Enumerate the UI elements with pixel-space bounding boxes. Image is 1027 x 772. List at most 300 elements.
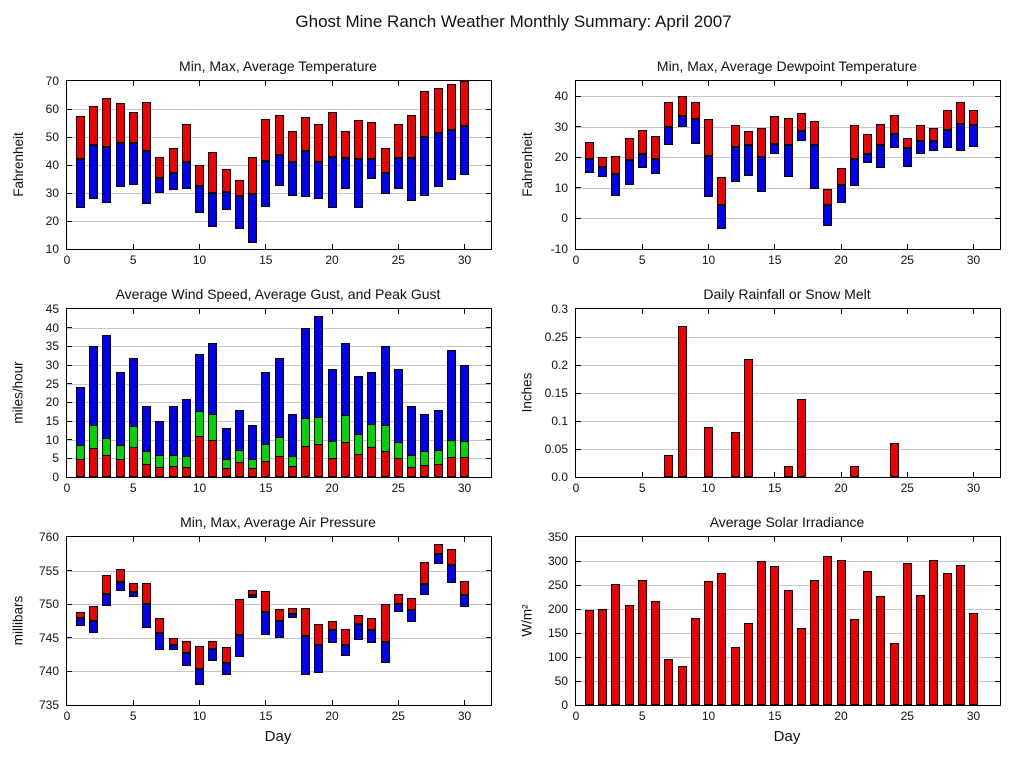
max-avg-bar-segment [757, 128, 766, 157]
y-tick-mark [576, 681, 581, 682]
value-bar [823, 556, 832, 705]
max-avg-bar-segment [275, 115, 284, 156]
max-avg-bar-segment [969, 110, 978, 125]
avg-min-bar-segment [394, 604, 403, 611]
value-bar [651, 601, 660, 705]
plot-area [550, 80, 1001, 267]
average-wind-speed-bar [275, 456, 284, 477]
max-avg-bar-segment [367, 618, 376, 629]
avg-min-bar-segment [810, 145, 819, 189]
value-bar [704, 581, 713, 705]
y-tick-mark [486, 604, 491, 605]
x-tick-label: 20 [325, 709, 339, 723]
avg-min-bar-segment [288, 614, 297, 618]
x-tick-label: 30 [966, 709, 981, 723]
value-bar [797, 628, 806, 705]
average-wind-speed-bar [155, 467, 164, 477]
value-bar [797, 399, 806, 477]
x-tick-mark [841, 244, 842, 249]
avg-min-bar-segment [394, 158, 403, 189]
max-avg-bar-segment [195, 165, 204, 186]
value-bar [598, 609, 607, 705]
max-avg-bar-segment [155, 157, 164, 178]
max-avg-bar-segment [275, 609, 284, 621]
max-avg-bar-segment [142, 583, 151, 605]
x-tick-mark [199, 700, 200, 705]
avg-min-bar-segment [823, 205, 832, 226]
max-avg-bar-segment [678, 96, 687, 116]
max-avg-bar-segment [367, 122, 376, 160]
gridline [67, 221, 491, 222]
y-tick-mark [486, 365, 491, 366]
y-tick-mark [995, 157, 1000, 158]
chart-title: Min, Max, Average Dewpoint Temperature [656, 58, 918, 74]
x-tick-label: 0 [63, 481, 71, 495]
y-tick-mark [576, 157, 581, 158]
y-tick-mark [67, 327, 72, 328]
max-avg-bar-segment [235, 180, 244, 195]
average-wind-speed-bar [314, 444, 323, 477]
max-avg-bar-segment [354, 615, 363, 624]
avg-min-bar-segment [744, 145, 753, 176]
x-tick-mark [907, 309, 908, 314]
average-wind-speed-bar [261, 461, 270, 477]
average-wind-speed-bar [182, 467, 191, 477]
x-tick-mark [708, 309, 709, 314]
x-tick-mark [973, 309, 974, 314]
max-avg-bar-segment [301, 117, 310, 151]
average-wind-speed-bar [116, 459, 125, 477]
x-tick-mark [774, 81, 775, 86]
y-tick-mark [486, 193, 491, 194]
x-tick-label: 20 [834, 709, 848, 723]
y-tick-mark [995, 126, 1000, 127]
value-bar [876, 596, 885, 705]
x-tick-label: 15 [768, 253, 782, 267]
y-tick-label: 25 [45, 376, 59, 391]
max-avg-bar-segment [182, 641, 191, 652]
avg-min-bar-segment [407, 610, 416, 621]
avg-min-bar-segment [929, 141, 938, 152]
avg-min-bar-segment [248, 194, 257, 243]
max-avg-bar-segment [460, 81, 469, 126]
x-tick-mark [398, 309, 399, 314]
y-tick-label: 0 [561, 698, 568, 712]
x-tick-label: 10 [701, 481, 716, 495]
x-tick-label: 20 [834, 253, 848, 267]
average-wind-speed-bar [195, 436, 204, 477]
x-tick-label: 30 [457, 709, 472, 723]
max-avg-bar-segment [956, 102, 965, 123]
max-avg-bar-segment [691, 102, 700, 119]
plot-area [45, 302, 492, 495]
y-axis-label: Fahrenheit [519, 131, 535, 197]
value-bar [744, 359, 753, 477]
y-tick-mark [995, 187, 1000, 188]
y-tick-mark [995, 393, 1000, 394]
avg-min-bar-segment [354, 159, 363, 208]
x-tick-mark [973, 244, 974, 249]
y-axis-label: Inches [519, 372, 535, 412]
avg-min-bar-segment [784, 145, 793, 177]
avg-min-bar-segment [142, 604, 151, 628]
x-tick-mark [774, 537, 775, 542]
avg-min-bar-segment [447, 130, 456, 180]
max-avg-bar-segment [222, 169, 231, 191]
x-tick-mark [464, 537, 465, 542]
x-tick-label: 5 [129, 709, 137, 723]
max-avg-bar-segment [208, 641, 217, 649]
max-avg-bar-segment [420, 91, 429, 137]
x-tick-label: 10 [192, 253, 207, 267]
y-tick-label: 100 [547, 650, 568, 664]
gridline [67, 671, 491, 672]
x-tick-mark [199, 309, 200, 314]
average-wind-speed-bar [208, 440, 217, 477]
y-axis-label: millibars [10, 595, 26, 645]
value-bar [810, 580, 819, 705]
avg-min-bar-segment [102, 594, 111, 605]
avg-min-bar-segment [195, 669, 204, 685]
y-tick-label: 60 [45, 102, 59, 116]
max-avg-bar-segment [129, 112, 138, 143]
value-bar [770, 566, 779, 705]
y-tick-mark [67, 421, 72, 422]
avg-min-bar-segment [76, 159, 85, 208]
x-tick-mark [464, 244, 465, 249]
value-bar [638, 580, 647, 705]
max-avg-bar-segment [102, 98, 111, 147]
y-tick-mark [576, 585, 581, 586]
max-avg-bar-segment [407, 598, 416, 610]
y-tick-label: 350 [547, 530, 568, 544]
max-avg-bar-segment [447, 84, 456, 130]
y-tick-mark [67, 458, 72, 459]
y-tick-label: 0.15 [544, 386, 568, 400]
x-tick-mark [708, 244, 709, 249]
average-wind-speed-bar [420, 465, 429, 477]
x-tick-label: 5 [129, 481, 137, 495]
avg-min-bar-segment [903, 148, 912, 166]
max-avg-bar-segment [341, 131, 350, 158]
avg-min-bar-segment [129, 592, 138, 597]
y-tick-mark [486, 402, 491, 403]
x-tick-label: 15 [259, 481, 273, 495]
gridline [576, 218, 1000, 219]
x-tick-mark [398, 537, 399, 542]
max-avg-bar-segment [314, 624, 323, 644]
value-bar [585, 610, 594, 705]
y-tick-mark [576, 421, 581, 422]
y-tick-mark [576, 337, 581, 338]
max-avg-bar-segment [301, 608, 310, 637]
gridline [67, 328, 491, 329]
y-tick-label: 0.3 [551, 302, 568, 316]
max-avg-bar-segment [394, 594, 403, 604]
max-avg-bar-segment [823, 189, 832, 204]
value-bar [664, 659, 673, 705]
y-tick-label: 740 [38, 664, 59, 679]
x-tick-label: 25 [391, 481, 405, 495]
avg-min-bar-segment [367, 159, 376, 179]
avg-min-bar-segment [598, 167, 607, 178]
y-tick-mark [67, 637, 72, 638]
y-tick-mark [995, 337, 1000, 338]
value-bar [943, 573, 952, 705]
avg-min-bar-segment [235, 196, 244, 230]
y-tick-mark [67, 402, 72, 403]
max-avg-bar-segment [916, 125, 925, 140]
rainfall-chart [513, 282, 1022, 510]
y-tick-mark [995, 96, 1000, 97]
value-bar [837, 560, 846, 705]
max-avg-bar-segment [731, 125, 740, 146]
avg-min-bar-segment [969, 125, 978, 146]
x-axis-label: Day [264, 728, 292, 745]
avg-min-bar-segment [129, 143, 138, 185]
avg-min-bar-segment [717, 205, 726, 229]
avg-min-bar-segment [195, 186, 204, 213]
y-tick-label: 20 [45, 214, 59, 228]
avg-min-bar-segment [116, 143, 125, 188]
x-tick-label: 15 [259, 709, 273, 723]
max-avg-bar-segment [704, 119, 713, 156]
y-tick-mark [995, 449, 1000, 450]
value-bar [890, 643, 899, 705]
y-tick-label: 0.2 [551, 358, 568, 372]
avg-min-bar-segment [420, 584, 429, 595]
max-avg-bar-segment [903, 138, 912, 149]
average-wind-speed-bar [381, 451, 390, 477]
avg-min-bar-segment [222, 192, 231, 210]
average-wind-speed-bar [222, 468, 231, 477]
x-tick-mark [708, 537, 709, 542]
avg-min-bar-segment [222, 663, 231, 675]
x-tick-mark [265, 81, 266, 86]
average-wind-speed-bar [434, 464, 443, 477]
chart-title: Average Wind Speed, Average Gust, and Peak Gust [115, 286, 441, 302]
y-tick-label: 50 [45, 130, 59, 144]
max-avg-bar-segment [129, 583, 138, 592]
x-tick-mark [774, 244, 775, 249]
average-wind-speed-bar [169, 466, 178, 477]
average-wind-speed-bar [394, 458, 403, 477]
avg-min-bar-segment [460, 126, 469, 175]
page-title: Ghost Mine Ranch Weather Monthly Summary: April 2007 [295, 12, 732, 31]
max-avg-bar-segment [248, 157, 257, 195]
x-tick-mark [133, 700, 134, 705]
x-tick-mark [907, 537, 908, 542]
max-avg-bar-segment [381, 148, 390, 173]
y-tick-mark [995, 609, 1000, 610]
x-tick-label: 15 [259, 253, 273, 267]
x-tick-mark [841, 81, 842, 86]
y-tick-mark [67, 671, 72, 672]
avg-min-bar-segment [248, 595, 257, 598]
max-avg-bar-segment [929, 128, 938, 140]
max-avg-bar-segment [381, 604, 390, 642]
max-avg-bar-segment [585, 142, 594, 159]
average-wind-speed-bar [460, 457, 469, 477]
max-avg-bar-segment [169, 148, 178, 173]
max-avg-bar-segment [638, 130, 647, 154]
y-tick-mark [67, 383, 72, 384]
value-bar [890, 443, 899, 477]
y-tick-mark [576, 187, 581, 188]
y-tick-mark [67, 604, 72, 605]
x-tick-mark [332, 537, 333, 542]
page-header [0, 0, 1027, 54]
value-bar [956, 565, 965, 705]
value-bar [704, 427, 713, 477]
value-bar [757, 561, 766, 705]
avg-min-bar-segment [420, 137, 429, 196]
x-tick-mark [265, 244, 266, 249]
x-tick-label: 20 [834, 481, 848, 495]
value-bar [717, 573, 726, 705]
chart-grid [0, 54, 1027, 770]
y-tick-mark [486, 137, 491, 138]
max-avg-bar-segment [288, 131, 297, 162]
y-tick-mark [995, 681, 1000, 682]
max-avg-bar-segment [797, 113, 806, 131]
y-tick-mark [995, 421, 1000, 422]
x-tick-mark [133, 81, 134, 86]
y-tick-mark [576, 126, 581, 127]
x-tick-mark [398, 700, 399, 705]
dewpoint-chart [513, 54, 1022, 282]
max-avg-bar-segment [784, 118, 793, 145]
x-tick-mark [133, 309, 134, 314]
x-tick-mark [398, 81, 399, 86]
average-wind-speed-bar [129, 447, 138, 477]
avg-min-bar-segment [943, 130, 952, 148]
y-tick-mark [486, 439, 491, 440]
value-bar [784, 590, 793, 705]
avg-min-bar-segment [460, 595, 469, 607]
x-axis-label: Day [773, 728, 801, 745]
avg-min-bar-segment [288, 162, 297, 196]
max-avg-bar-segment [76, 116, 85, 159]
y-tick-label: 760 [38, 530, 59, 544]
max-avg-bar-segment [354, 120, 363, 159]
value-bar [678, 666, 687, 705]
y-tick-label: 5 [52, 451, 59, 466]
y-tick-label: 0.1 [551, 414, 568, 428]
y-tick-mark [67, 365, 72, 366]
max-avg-bar-segment [890, 115, 899, 135]
y-tick-label: 300 [547, 554, 568, 568]
avg-min-bar-segment [691, 119, 700, 143]
average-wind-speed-bar [89, 448, 98, 477]
x-tick-label: 5 [638, 481, 646, 495]
y-tick-label: 755 [38, 563, 59, 578]
y-tick-label: 150 [547, 626, 568, 640]
avg-min-bar-segment [381, 173, 390, 194]
plot-area [544, 302, 1001, 495]
y-tick-label: 15 [45, 414, 59, 428]
value-bar [744, 623, 753, 705]
avg-min-bar-segment [301, 636, 310, 674]
x-tick-label: 5 [638, 253, 646, 267]
chart-title: Min, Max, Average Temperature [179, 58, 377, 74]
y-tick-mark [67, 346, 72, 347]
average-wind-speed-bar [102, 455, 111, 477]
x-tick-label: 10 [701, 253, 716, 267]
x-tick-label: 25 [900, 253, 914, 267]
y-tick-mark [67, 570, 72, 571]
average-wind-speed-bar [301, 446, 310, 477]
value-bar [916, 595, 925, 705]
max-avg-bar-segment [116, 569, 125, 582]
y-tick-label: 200 [547, 602, 568, 616]
y-tick-label: 35 [45, 339, 59, 354]
y-tick-label: 0 [561, 211, 568, 226]
avg-min-bar-segment [837, 185, 846, 203]
avg-min-bar-segment [651, 159, 660, 174]
avg-min-bar-segment [275, 621, 284, 638]
avg-min-bar-segment [102, 147, 111, 203]
value-bar [625, 605, 634, 705]
y-tick-label: 10 [554, 180, 568, 195]
y-tick-mark [995, 218, 1000, 219]
chart-title: Min, Max, Average Air Pressure [180, 514, 376, 530]
average-wind-speed-bar [76, 459, 85, 477]
x-tick-mark [464, 309, 465, 314]
y-tick-mark [486, 109, 491, 110]
avg-min-bar-segment [797, 131, 806, 140]
gridline [67, 604, 491, 605]
avg-min-bar-segment [182, 653, 191, 666]
temperature-chart [4, 54, 513, 282]
x-tick-mark [265, 537, 266, 542]
y-tick-mark [486, 637, 491, 638]
x-tick-label: 0 [63, 709, 71, 723]
max-avg-bar-segment [770, 116, 779, 143]
value-bar [929, 560, 938, 705]
avg-min-bar-segment [704, 156, 713, 197]
gridline [67, 346, 491, 347]
max-avg-bar-segment [222, 647, 231, 663]
y-tick-mark [995, 585, 1000, 586]
x-tick-mark [265, 700, 266, 705]
avg-min-bar-segment [585, 159, 594, 173]
max-avg-bar-segment [261, 591, 270, 612]
avg-min-bar-segment [341, 158, 350, 189]
avg-min-bar-segment [155, 633, 164, 650]
x-tick-mark [973, 81, 974, 86]
max-avg-bar-segment [328, 112, 337, 157]
avg-min-bar-segment [381, 642, 390, 663]
solar-chart [513, 510, 1022, 770]
y-tick-label: 735 [38, 698, 59, 712]
x-tick-mark [133, 244, 134, 249]
gridline [576, 449, 1000, 450]
gridline [576, 365, 1000, 366]
max-avg-bar-segment [394, 124, 403, 158]
y-axis-label: Fahrenheit [10, 131, 26, 197]
avg-min-bar-segment [876, 145, 885, 168]
max-avg-bar-segment [314, 124, 323, 162]
value-bar [731, 647, 740, 705]
x-tick-mark [774, 472, 775, 477]
average-wind-speed-bar [248, 468, 257, 477]
average-wind-speed-bar [235, 462, 244, 477]
y-tick-mark [67, 439, 72, 440]
max-avg-bar-segment [611, 156, 620, 174]
max-avg-bar-segment [434, 88, 443, 133]
avg-min-bar-segment [328, 157, 337, 209]
